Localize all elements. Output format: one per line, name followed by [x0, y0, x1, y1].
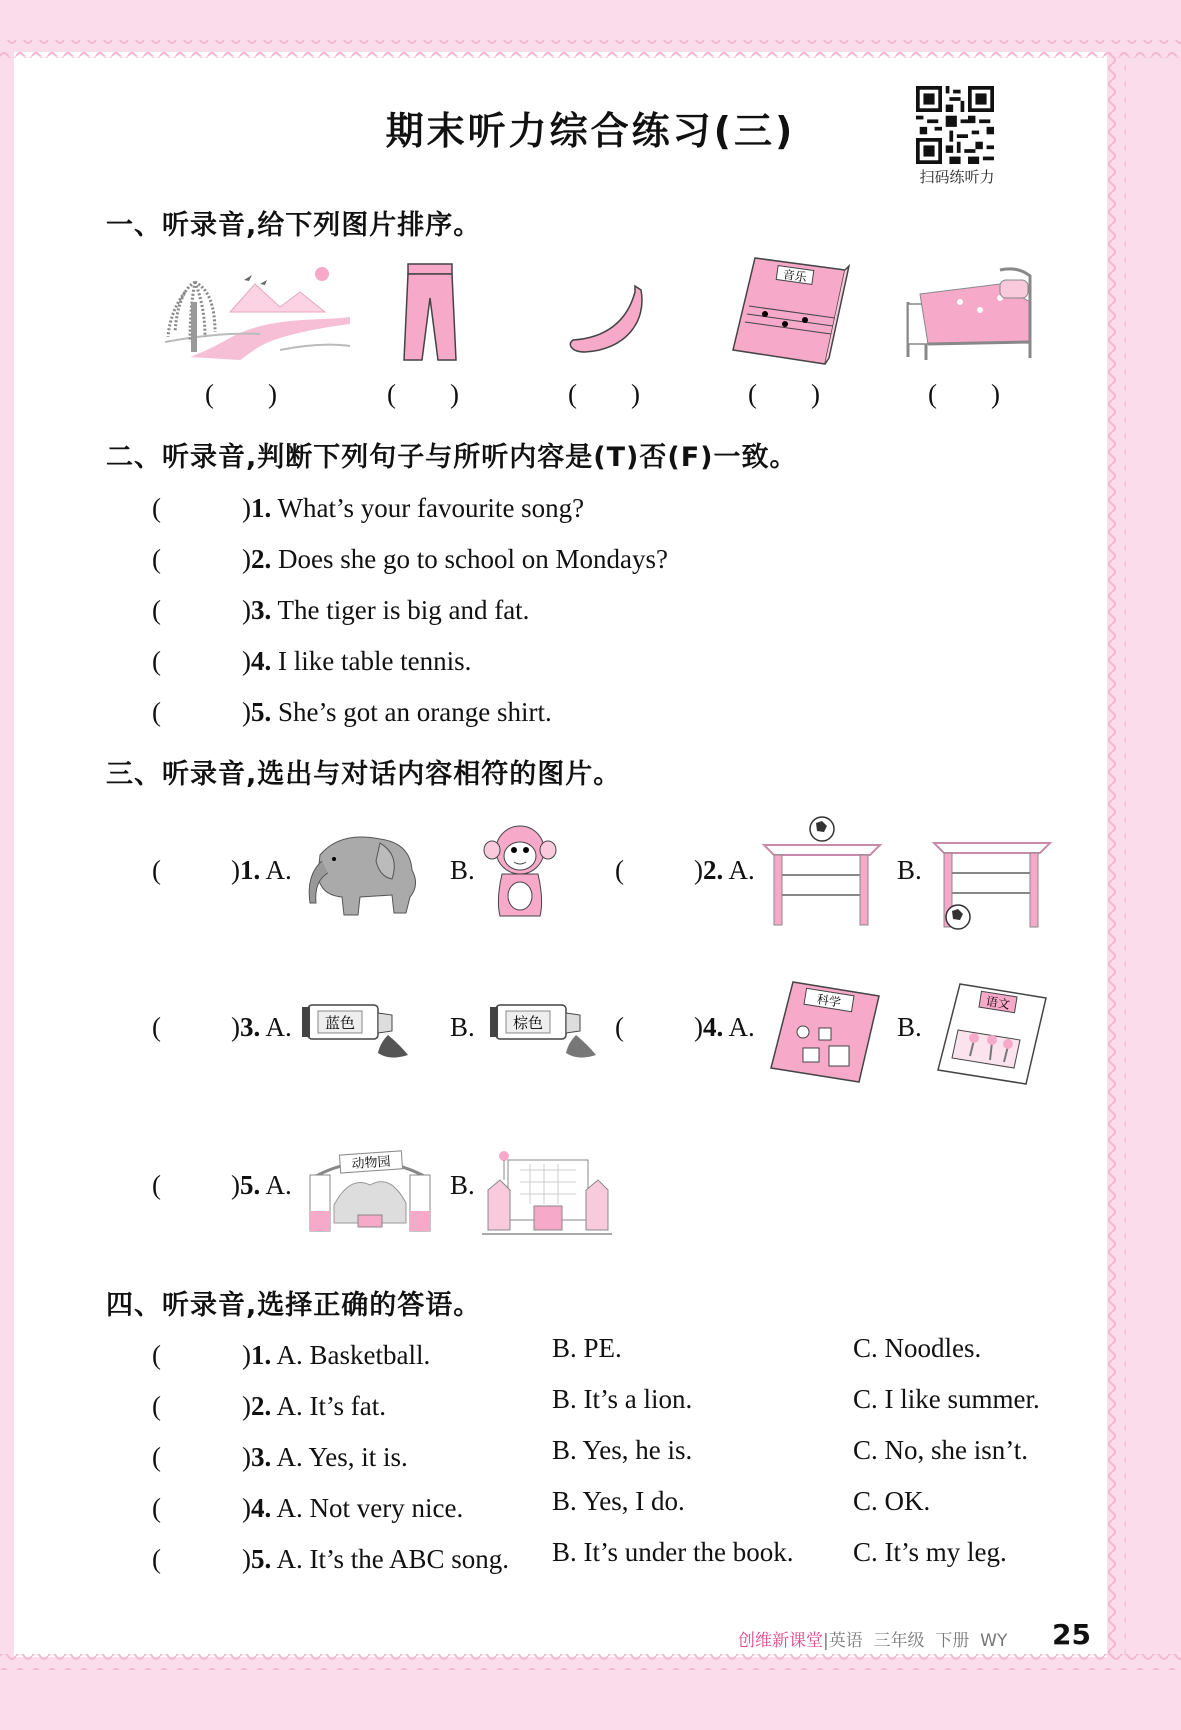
option-5b[interactable]: B. It’s under the book.: [552, 1537, 794, 1567]
school-building-icon[interactable]: [480, 1140, 615, 1240]
answer-row-2: ( )2. A. It’s fat.: [152, 1391, 386, 1421]
answer-row-5: ( )5. A. It’s the ABC song.: [152, 1544, 510, 1574]
tf-blank[interactable]: ( ): [152, 493, 251, 523]
footer-edition: WY: [980, 1631, 1008, 1651]
section3-heading: 三、听录音,选出与对话内容相符的图片。: [106, 759, 622, 790]
science-book-icon[interactable]: [763, 978, 883, 1088]
option-2c[interactable]: C. I like summer.: [853, 1384, 1040, 1414]
option-2b[interactable]: B. It’s a lion.: [552, 1384, 693, 1414]
music-book-label: 音乐: [781, 267, 808, 285]
section4-heading: 四、听录音,选择正确的答语。: [106, 1290, 482, 1321]
paint-label-b: 棕色: [512, 1014, 544, 1032]
science-book-label: 科学: [815, 992, 842, 1010]
match-1-left[interactable]: ( )1. A.: [152, 855, 292, 885]
option-3c[interactable]: C. No, she isn’t.: [853, 1435, 1029, 1465]
chinese-book-label: 语文: [984, 994, 1011, 1012]
answer-blank[interactable]: ( ): [152, 1340, 251, 1370]
match-1-b-label: B.: [450, 855, 475, 885]
elephant-icon[interactable]: [300, 825, 425, 920]
tf-row-5: ( )5. She’s got an orange shirt.: [152, 697, 552, 727]
section1-heading: 一、听录音,给下列图片排序。: [106, 210, 482, 241]
ball-under-desk-icon[interactable]: [930, 835, 1055, 935]
tf-row-1: ( )1. What’s your favourite song?: [152, 493, 585, 523]
page-number: 25: [1052, 1618, 1091, 1651]
tf-row-3: ( )3. The tiger is big and fat.: [152, 595, 530, 625]
section2-heading: 二、听录音,判断下列句子与所听内容是(T)否(F)一致。: [106, 442, 798, 473]
footer-term: 下册: [935, 1631, 970, 1651]
match-3-left[interactable]: ( )3. A.: [152, 1012, 292, 1042]
option-5c[interactable]: C. It’s my leg.: [853, 1537, 1007, 1567]
option-4b[interactable]: B. Yes, I do.: [552, 1486, 685, 1516]
brown-paint-tube-icon[interactable]: [488, 995, 603, 1065]
monkey-icon[interactable]: [480, 820, 560, 925]
banana-icon: [565, 282, 650, 357]
footer: 创维新课堂|英语 三年级 下册 WY: [738, 1631, 1008, 1651]
answer-blank[interactable]: ( ): [152, 1391, 251, 1421]
match-3-b-label: B.: [450, 1012, 475, 1042]
option-1b[interactable]: B. PE.: [552, 1333, 622, 1363]
match-2-b-label: B.: [897, 855, 922, 885]
zoo-gate-label: 动物园: [351, 1154, 392, 1173]
answer-row-1: ( )1. A. Basketball.: [152, 1340, 431, 1370]
qr-code-icon[interactable]: [916, 86, 994, 164]
chinese-book-icon[interactable]: [930, 980, 1050, 1090]
match-4-left[interactable]: ( )4. A.: [615, 1012, 755, 1042]
ball-on-desk-icon[interactable]: [760, 815, 885, 930]
order-blank-3[interactable]: ( ): [568, 379, 640, 409]
page-title: 期末听力综合练习(三): [385, 109, 796, 153]
tf-row-2: ( )2. Does she go to school on Mondays?: [152, 544, 668, 574]
order-blank-5[interactable]: ( ): [928, 379, 1000, 409]
tf-blank[interactable]: ( ): [152, 697, 251, 727]
match-2-left[interactable]: ( )2. A.: [615, 855, 755, 885]
order-blank-4[interactable]: ( ): [748, 379, 820, 409]
tf-blank[interactable]: ( ): [152, 544, 251, 574]
option-1c[interactable]: C. Noodles.: [853, 1333, 982, 1363]
match-4-b-label: B.: [897, 1012, 922, 1042]
river-landscape-icon: [160, 262, 355, 362]
option-3b[interactable]: B. Yes, he is.: [552, 1435, 693, 1465]
zoo-gate-icon[interactable]: [300, 1145, 440, 1235]
match-5-b-label: B.: [450, 1170, 475, 1200]
answer-blank[interactable]: ( ): [152, 1442, 251, 1472]
footer-grade: 三年级: [873, 1631, 925, 1651]
paint-label-a: 蓝色: [324, 1014, 356, 1032]
bed-icon: [900, 262, 1040, 362]
footer-brand: 创维新课堂: [738, 1631, 823, 1651]
answer-row-4: ( )4. A. Not very nice.: [152, 1493, 464, 1523]
order-blank-1[interactable]: ( ): [205, 379, 277, 409]
tf-row-4: ( )4. I like table tennis.: [152, 646, 472, 676]
tf-blank[interactable]: ( ): [152, 646, 251, 676]
option-4c[interactable]: C. OK.: [853, 1486, 931, 1516]
qr-caption: 扫码练听力: [919, 168, 995, 186]
order-blank-2[interactable]: ( ): [387, 379, 459, 409]
trousers-icon: [400, 262, 460, 367]
footer-subject: 英语: [828, 1631, 863, 1651]
answer-blank[interactable]: ( ): [152, 1544, 251, 1574]
answer-blank[interactable]: ( ): [152, 1493, 251, 1523]
tf-blank[interactable]: ( ): [152, 595, 251, 625]
blue-paint-tube-icon[interactable]: [300, 995, 415, 1065]
answer-row-3: ( )3. A. Yes, it is.: [152, 1442, 408, 1472]
music-book-icon: [725, 254, 850, 369]
match-5-left[interactable]: ( )5. A.: [152, 1170, 292, 1200]
